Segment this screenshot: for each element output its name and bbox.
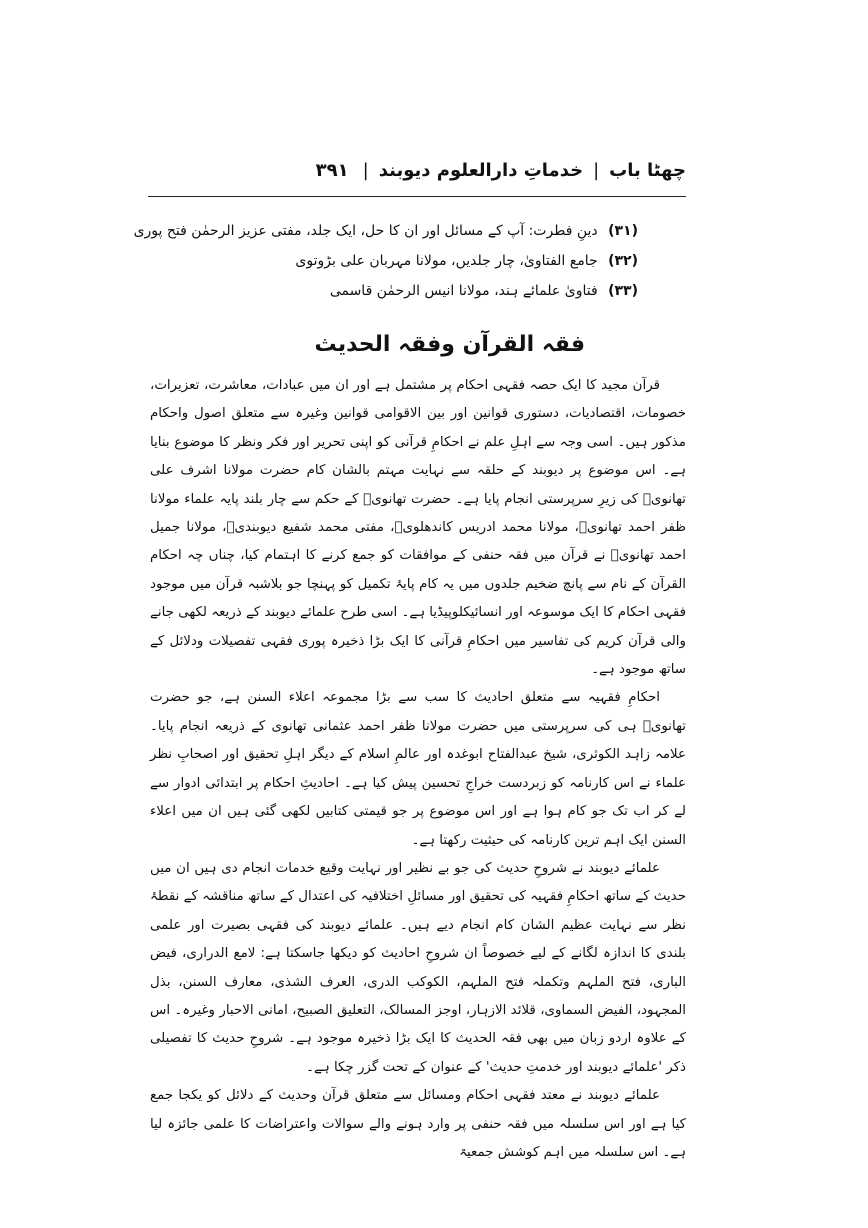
paragraph: علمائے دیوبند نے معتد فقہی احکام ومسائل سے متعلق قرآن وحدیث کے دلائل کو یکجا جمع کیا ہے اور اس سلسلہ میں فقہ حنفی پر وارد ہونے والے سوالات واعتراضات کا علمی جائزہ لیا ہے۔ اس سلسلہ میں اہم کوشش جمعیۃ: [150, 1088, 686, 1160]
page-number: ۳۹۱: [315, 159, 349, 181]
chapter-label: چھٹا باب: [609, 159, 686, 181]
list-item-text: جامع الفتاویٰ، چار جلدیں، مولانا مہربان علی بڑوتوی: [295, 253, 598, 269]
header-separator: |: [593, 159, 600, 181]
section-title: خدماتِ دارالعلوم دیوبند: [378, 159, 584, 181]
list-item-number: (۳۱): [608, 223, 638, 239]
list-item-text: دینِ فطرت: آپ کے مسائل اور ان کا حل، ایک جلد، مفتی عزیز الرحمٰن فتح پوری: [133, 223, 598, 239]
list-item-number: (۳۲): [608, 253, 638, 269]
list-item: [295, 246, 638, 276]
section-heading: فقہ القرآن وفقہ الحدیث: [314, 332, 585, 357]
running-header: [148, 150, 686, 190]
paragraph: قرآن مجید کا ایک حصہ فقہی احکام پر مشتمل ہے اور ان میں عبادات، معاشرت، تعزیرات، خصومات، اقتصادیات، دستوری قوانین اور بین الاقوامی قوانین وغیرہ سے متعلق اصول واحکام مذکور ہیں۔ اسی وجہ سے اہلِ علم نے احکامِ قرآنی کو اپنی تحریر اور فکر ونظر کا موضوع بنایا ہے۔ اس موضوع پر دیوبند کے حلقہ سے نہایت مہتم بالشان کام حضرت مولانا اشرف علی تھانویؒ کی زیرِ سرپرستی انجام پایا ہے۔ حضرت تھانویؒ کے حکم سے چار بلند پایہ علماء مولانا ظفر احمد تھانویؒ، مولانا محمد ادریس کاندھلویؒ، مفتی محمد شفیع دیوبندیؒ، مولانا جمیل احمد تھانویؒ نے قرآن میں فقہ حنفی کے موافقات کو جمع کرنے کا اہتمام کیا، چناں چہ احکام القرآن کے نام سے پانچ ضخیم جلدوں میں یہ کام پایۂ تکمیل کو پہنچا جو بلاشبہ قرآن میں موجود فقہی احکام کا ایک موسوعہ اور انسائیکلوپیڈیا ہے۔ اسی طرح علمائے دیوبند کے ذریعہ لکھی جانے والی قرآن کریم کی تفاسیر میں احکامِ قرآنی کا ایک بڑا ذخیرہ پوری فقہی تفصیلات ودلائل کے ساتھ موجود ہے۔: [150, 378, 686, 678]
list-item: [329, 276, 638, 306]
list-item: [133, 216, 638, 246]
paragraph: علمائے دیوبند نے شروحِ حدیث کی جو بے نظیر اور نہایت وقیع خدمات انجام دی ہیں ان میں حدیث کے ساتھ احکامِ فقہیہ کی تحقیق اور مسائلِ اختلافیہ کی اعتدال کے ساتھ مناقشہ کے نقطۂ نظر سے نہایت عظیم الشان کام انجام دیے ہیں۔ علمائے دیوبند کی فقہی بصیرت اور علمی بلندی کا اندازہ لگانے کے لیے خصوصاً ان شروحِ احادیث کو دیکھا جاسکتا ہے: لامع الدراری، فیض الباری، فتح الملہم وتکملہ فتح الملہم، الکوکب الدری، العرف الشذی، معارف السنن، بذل المجہود، الفیض السماوی، قلائد الازہار، اوجز المسالک، التعلیق الصبیح، امانی الاحبار وغیرہ۔ اس کے علاوہ اردو زبان میں بھی فقہ الحدیث کا ایک بڑا ذخیرہ موجود ہے۔ شروحِ حدیث کا تفصیلی ذکر 'علمائے دیوبند اور خدمتِ حدیث' کے عنوان کے تحت گزر چکا ہے۔: [150, 860, 686, 1075]
paragraph: احکامِ فقہیہ سے متعلق احادیث کا سب سے بڑا مجموعہ اعلاء السنن ہے، جو حضرت تھانویؒ ہی کی سرپرستی میں حضرت مولانا ظفر احمد عثمانی تھانوی کے ذریعہ انجام پایا۔ علامہ زاہد الکوثری، شیخ عبدالفتاح ابوغدہ اور عالمِ اسلام کے دیگر اہلِ تحقیق اور اصحابِ نظر علماء نے اس کارنامہ کو زبردست خراجِ تحسین پیش کیا ہے۔ احادیثِ احکام پر ابتدائی ادوار سے لے کر اب تک جو کام ہوا ہے اور اس موضوع پر جو قیمتی کتابیں لکھی گئی ہیں ان میں اعلاء السنن ایک اہم ترین کارنامہ کی حیثیت رکھتا ہے۔: [150, 690, 686, 848]
body-text: [150, 372, 686, 1167]
header-rule: [148, 196, 686, 197]
book-list: [133, 216, 638, 306]
list-item-text: فتاویٰ علمائے ہند، مولانا انیس الرحمٰن قاسمی: [329, 283, 598, 299]
list-item-number: (۳۳): [608, 283, 638, 299]
header-separator: |: [362, 159, 369, 181]
